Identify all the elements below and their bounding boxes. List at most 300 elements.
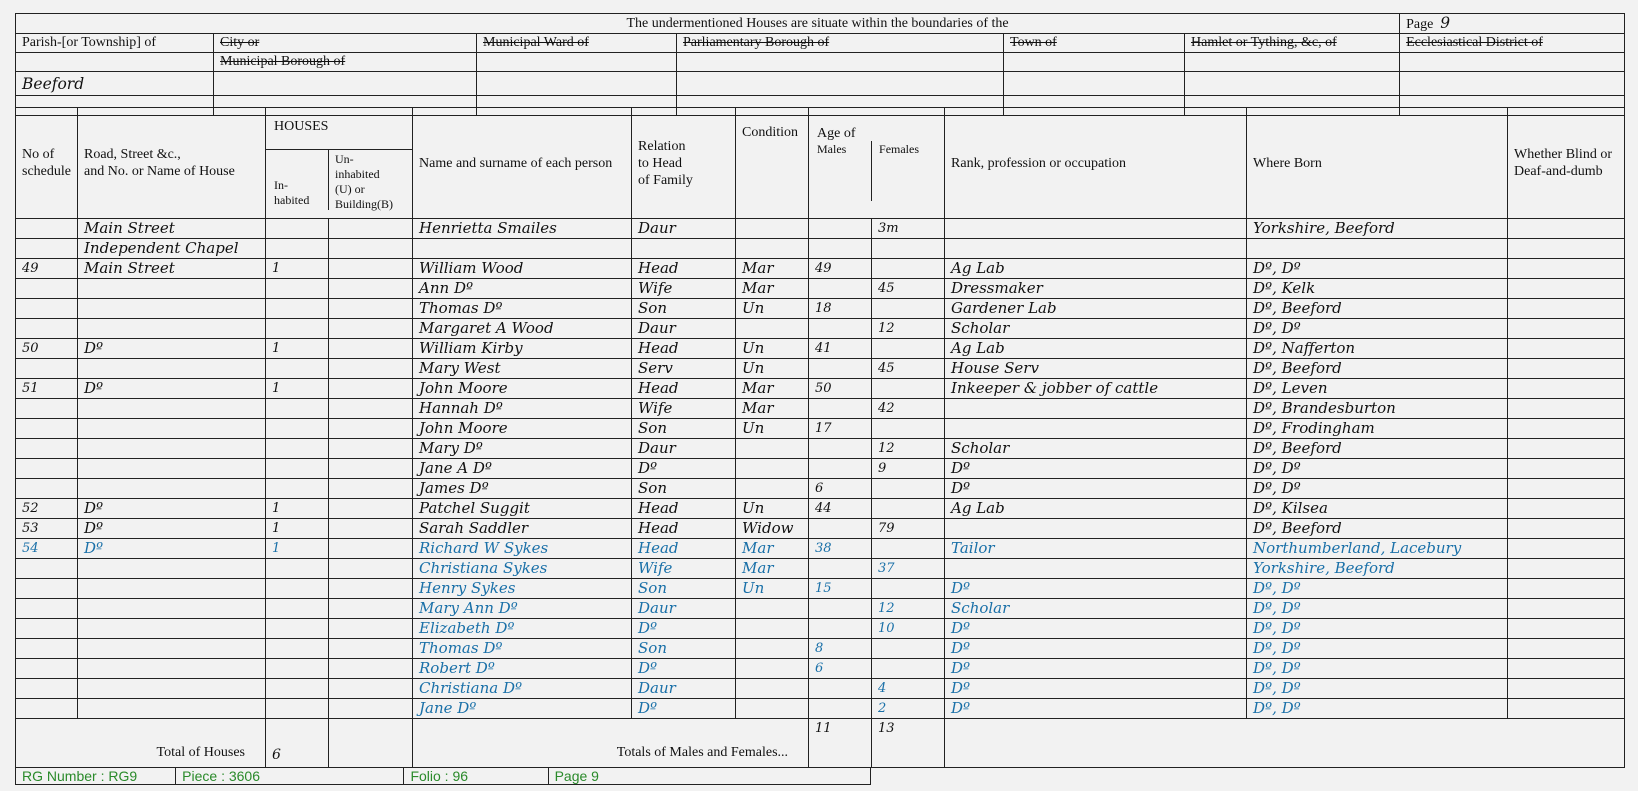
uninhabited-cell bbox=[329, 279, 413, 299]
male-age: 41 bbox=[809, 339, 872, 359]
female-age bbox=[872, 339, 945, 359]
table-row bbox=[16, 459, 1625, 479]
blind-cell bbox=[1508, 599, 1625, 619]
occupation: Dressmaker bbox=[945, 279, 1247, 299]
table-row bbox=[16, 619, 1625, 639]
where-born: Dº, Kilsea bbox=[1247, 499, 1508, 519]
relation-header: Relation to Head of Family bbox=[632, 108, 736, 219]
schedule-number bbox=[16, 319, 78, 339]
male-age bbox=[809, 239, 872, 259]
uninhabited-cell bbox=[329, 699, 413, 719]
female-age bbox=[872, 479, 945, 499]
schedule-number bbox=[16, 579, 78, 599]
ward-label: Municipal Ward of bbox=[477, 34, 677, 53]
male-age bbox=[809, 359, 872, 379]
blind-cell bbox=[1508, 479, 1625, 499]
person-name: Jane Dº bbox=[413, 699, 632, 719]
blind-cell bbox=[1508, 319, 1625, 339]
female-age bbox=[872, 499, 945, 519]
page-number: 9 bbox=[1440, 14, 1451, 32]
person-name: Patchel Suggit bbox=[413, 499, 632, 519]
inhabited-count bbox=[266, 459, 329, 479]
occupation-header: Rank, profession or occupation bbox=[945, 108, 1247, 219]
person-name: James Dº bbox=[413, 479, 632, 499]
male-age bbox=[809, 439, 872, 459]
road-name bbox=[78, 279, 266, 299]
inhabited-count: 1 bbox=[266, 519, 329, 539]
occupation bbox=[945, 219, 1247, 239]
relation: Dº bbox=[632, 659, 736, 679]
uninhabited-cell bbox=[329, 599, 413, 619]
male-age: 6 bbox=[809, 479, 872, 499]
road-name: Independent Chapel bbox=[78, 239, 266, 259]
males-header: Males bbox=[809, 141, 872, 201]
relation: Head bbox=[632, 259, 736, 279]
blind-cell bbox=[1508, 459, 1625, 479]
road-name: Dº bbox=[78, 379, 266, 399]
total-males: 11 bbox=[809, 719, 872, 768]
male-age: 18 bbox=[809, 299, 872, 319]
road-name bbox=[78, 299, 266, 319]
female-age bbox=[872, 379, 945, 399]
male-age bbox=[809, 459, 872, 479]
relation: Head bbox=[632, 519, 736, 539]
blind-cell bbox=[1508, 259, 1625, 279]
condition: Mar bbox=[736, 399, 809, 419]
relation: Son bbox=[632, 419, 736, 439]
person-name: Thomas Dº bbox=[413, 299, 632, 319]
blind-cell bbox=[1508, 519, 1625, 539]
road-header: Road, Street &c., and No. or Name of House bbox=[78, 108, 266, 219]
name-header: Name and surname of each person bbox=[413, 108, 632, 219]
occupation: Tailor bbox=[945, 539, 1247, 559]
road-name bbox=[78, 559, 266, 579]
schedule-number bbox=[16, 439, 78, 459]
where-born: Yorkshire, Beeford bbox=[1247, 219, 1508, 239]
road-name bbox=[78, 599, 266, 619]
inhabited-count: 1 bbox=[266, 539, 329, 559]
relation: Daur bbox=[632, 679, 736, 699]
condition bbox=[736, 699, 809, 719]
condition: Un bbox=[736, 299, 809, 319]
where-born: Dº, Kelk bbox=[1247, 279, 1508, 299]
inhabited-count bbox=[266, 439, 329, 459]
occupation: Dº bbox=[945, 619, 1247, 639]
occupation: Dº bbox=[945, 479, 1247, 499]
uninhabited-header: Un- inhabited (U) or Building(B) bbox=[335, 152, 394, 211]
occupation: Ag Lab bbox=[945, 339, 1247, 359]
person-name: William Wood bbox=[413, 259, 632, 279]
blind-cell bbox=[1508, 679, 1625, 699]
female-age: 2 bbox=[872, 699, 945, 719]
schedule-header: No of schedule bbox=[16, 108, 78, 219]
table-row bbox=[16, 339, 1625, 359]
where-born: Dº, Dº bbox=[1247, 459, 1508, 479]
condition bbox=[736, 619, 809, 639]
blind-cell bbox=[1508, 239, 1625, 259]
road-name bbox=[78, 639, 266, 659]
where-born: Dº, Beeford bbox=[1247, 359, 1508, 379]
uninhabited-cell bbox=[329, 499, 413, 519]
blind-cell bbox=[1508, 659, 1625, 679]
relation: Dº bbox=[632, 699, 736, 719]
person-name: John Moore bbox=[413, 419, 632, 439]
folio-number: Folio : 96 bbox=[404, 768, 548, 785]
rg-number: RG Number : RG9 bbox=[16, 768, 176, 785]
person-name: Henry Sykes bbox=[413, 579, 632, 599]
schedule-number: 49 bbox=[16, 259, 78, 279]
blind-cell bbox=[1508, 219, 1625, 239]
road-name bbox=[78, 579, 266, 599]
uninhabited-cell bbox=[329, 459, 413, 479]
person-name: Mary Ann Dº bbox=[413, 599, 632, 619]
female-age: 12 bbox=[872, 599, 945, 619]
schedule-number: 52 bbox=[16, 499, 78, 519]
condition: Un bbox=[736, 419, 809, 439]
relation: Son bbox=[632, 299, 736, 319]
table-row bbox=[16, 319, 1625, 339]
age-header bbox=[809, 108, 945, 219]
blind-cell bbox=[1508, 339, 1625, 359]
column-header-row bbox=[16, 108, 1625, 219]
boundaries-header-table bbox=[15, 13, 1625, 116]
table-row bbox=[16, 679, 1625, 699]
female-age bbox=[872, 239, 945, 259]
occupation: Dº bbox=[945, 459, 1247, 479]
totals-males-females-label: Totals of Males and Females... bbox=[413, 719, 809, 768]
page-label-cell bbox=[1400, 14, 1625, 34]
person-name: Sarah Saddler bbox=[413, 519, 632, 539]
relation: Head bbox=[632, 499, 736, 519]
condition: Un bbox=[736, 499, 809, 519]
uninhabited-cell bbox=[329, 239, 413, 259]
condition: Un bbox=[736, 579, 809, 599]
blind-cell bbox=[1508, 299, 1625, 319]
where-born-header: Where Born bbox=[1247, 108, 1508, 219]
road-name bbox=[78, 619, 266, 639]
inhabited-count: 1 bbox=[266, 339, 329, 359]
occupation: Dº bbox=[945, 659, 1247, 679]
road-name: Dº bbox=[78, 539, 266, 559]
person-name: Richard W Sykes bbox=[413, 539, 632, 559]
inhabited-count bbox=[266, 299, 329, 319]
uninhabited-cell bbox=[329, 379, 413, 399]
table-row bbox=[16, 519, 1625, 539]
occupation bbox=[945, 519, 1247, 539]
occupation bbox=[945, 399, 1247, 419]
schedule-number bbox=[16, 239, 78, 259]
table-row bbox=[16, 419, 1625, 439]
table-row bbox=[16, 659, 1625, 679]
road-name bbox=[78, 479, 266, 499]
person-name: William Kirby bbox=[413, 339, 632, 359]
inhabited-count bbox=[266, 359, 329, 379]
table-row bbox=[16, 379, 1625, 399]
inhabited-count: 1 bbox=[266, 379, 329, 399]
female-age: 42 bbox=[872, 399, 945, 419]
where-born: Dº, Beeford bbox=[1247, 439, 1508, 459]
female-age: 37 bbox=[872, 559, 945, 579]
where-born: Dº, Dº bbox=[1247, 639, 1508, 659]
schedule-number: 50 bbox=[16, 339, 78, 359]
uninhabited-cell bbox=[329, 639, 413, 659]
where-born: Dº, Dº bbox=[1247, 259, 1508, 279]
inhabited-count bbox=[266, 479, 329, 499]
condition: Widow bbox=[736, 519, 809, 539]
relation: Wife bbox=[632, 399, 736, 419]
town-label: Town of bbox=[1004, 34, 1185, 53]
road-name bbox=[78, 439, 266, 459]
footer-page: Page 9 bbox=[548, 768, 870, 785]
table-row bbox=[16, 599, 1625, 619]
schedule-number: 54 bbox=[16, 539, 78, 559]
blind-header: Whether Blind or Deaf-and-dumb bbox=[1508, 108, 1625, 219]
census-rows bbox=[16, 219, 1625, 719]
table-row bbox=[16, 579, 1625, 599]
blind-cell bbox=[1508, 619, 1625, 639]
male-age bbox=[809, 519, 872, 539]
person-name: Mary West bbox=[413, 359, 632, 379]
total-females: 13 bbox=[872, 719, 945, 768]
road-name bbox=[78, 459, 266, 479]
inhabited-count bbox=[266, 239, 329, 259]
where-born: Yorkshire, Beeford bbox=[1247, 559, 1508, 579]
female-age: 12 bbox=[872, 319, 945, 339]
road-name bbox=[78, 699, 266, 719]
blind-cell bbox=[1508, 639, 1625, 659]
where-born: Dº, Dº bbox=[1247, 619, 1508, 639]
condition bbox=[736, 239, 809, 259]
male-age: 8 bbox=[809, 639, 872, 659]
female-age: 45 bbox=[872, 359, 945, 379]
table-row bbox=[16, 219, 1625, 239]
where-born: Dº, Leven bbox=[1247, 379, 1508, 399]
uninhabited-cell bbox=[329, 679, 413, 699]
blind-cell bbox=[1508, 499, 1625, 519]
male-age bbox=[809, 279, 872, 299]
inhabited-count bbox=[266, 419, 329, 439]
table-row bbox=[16, 239, 1625, 259]
condition bbox=[736, 459, 809, 479]
inhabited-count bbox=[266, 699, 329, 719]
females-header: Females bbox=[879, 142, 920, 156]
male-age: 15 bbox=[809, 579, 872, 599]
occupation: House Serv bbox=[945, 359, 1247, 379]
female-age: 79 bbox=[872, 519, 945, 539]
condition bbox=[736, 599, 809, 619]
where-born: Dº, Frodingham bbox=[1247, 419, 1508, 439]
condition: Un bbox=[736, 339, 809, 359]
relation: Son bbox=[632, 639, 736, 659]
female-age bbox=[872, 579, 945, 599]
uninhabited-cell bbox=[329, 619, 413, 639]
where-born: Northumberland, Lacebury bbox=[1247, 539, 1508, 559]
schedule-number bbox=[16, 699, 78, 719]
inhabited-count bbox=[266, 679, 329, 699]
occupation: Dº bbox=[945, 639, 1247, 659]
schedule-number bbox=[16, 359, 78, 379]
relation: Serv bbox=[632, 359, 736, 379]
relation: Daur bbox=[632, 439, 736, 459]
person-name: Robert Dº bbox=[413, 659, 632, 679]
where-born: Dº, Dº bbox=[1247, 699, 1508, 719]
male-age bbox=[809, 599, 872, 619]
relation: Daur bbox=[632, 319, 736, 339]
blind-cell bbox=[1508, 579, 1625, 599]
person-name: Hannah Dº bbox=[413, 399, 632, 419]
person-name: Thomas Dº bbox=[413, 639, 632, 659]
total-houses-value: 6 bbox=[266, 719, 329, 768]
relation: Son bbox=[632, 479, 736, 499]
schedule-number bbox=[16, 639, 78, 659]
hamlet-label: Hamlet or Tything, &c, of bbox=[1185, 34, 1400, 53]
uninhabited-cell bbox=[329, 259, 413, 279]
road-name: Dº bbox=[78, 339, 266, 359]
schedule-number bbox=[16, 479, 78, 499]
boundaries-text: The undermentioned Houses are situate within the boundaries of the bbox=[16, 14, 1400, 34]
uninhabited-cell bbox=[329, 539, 413, 559]
table-row bbox=[16, 699, 1625, 719]
road-name: Main Street bbox=[78, 219, 266, 239]
uninhabited-cell bbox=[329, 579, 413, 599]
relation: Daur bbox=[632, 599, 736, 619]
where-born: Dº, Dº bbox=[1247, 319, 1508, 339]
page-label: Page bbox=[1406, 17, 1434, 32]
parish-value: Beeford bbox=[16, 72, 214, 96]
person-name bbox=[413, 239, 632, 259]
houses-header bbox=[266, 108, 413, 219]
blind-cell bbox=[1508, 379, 1625, 399]
uninhabited-cell bbox=[329, 519, 413, 539]
where-born: Dº, Dº bbox=[1247, 679, 1508, 699]
schedule-number bbox=[16, 679, 78, 699]
census-table bbox=[15, 107, 1625, 768]
male-age: 50 bbox=[809, 379, 872, 399]
blind-cell bbox=[1508, 539, 1625, 559]
blind-cell bbox=[1508, 419, 1625, 439]
schedule-number bbox=[16, 659, 78, 679]
person-name: Margaret A Wood bbox=[413, 319, 632, 339]
relation: Wife bbox=[632, 279, 736, 299]
blind-cell bbox=[1508, 439, 1625, 459]
schedule-number bbox=[16, 619, 78, 639]
condition bbox=[736, 479, 809, 499]
uninhabited-cell bbox=[329, 659, 413, 679]
age-of-label: Age of bbox=[817, 126, 856, 141]
condition: Mar bbox=[736, 279, 809, 299]
male-age: 38 bbox=[809, 539, 872, 559]
inhabited-count bbox=[266, 619, 329, 639]
where-born: Dº, Brandesburton bbox=[1247, 399, 1508, 419]
uninhabited-cell bbox=[329, 359, 413, 379]
uninhabited-cell bbox=[329, 399, 413, 419]
condition: Mar bbox=[736, 259, 809, 279]
schedule-number bbox=[16, 559, 78, 579]
female-age: 10 bbox=[872, 619, 945, 639]
parliamentary-borough-label: Parliamentary Borough of bbox=[677, 34, 1004, 53]
male-age bbox=[809, 619, 872, 639]
relation: Head bbox=[632, 539, 736, 559]
inhabited-count bbox=[266, 579, 329, 599]
person-name: Jane A Dº bbox=[413, 459, 632, 479]
table-row bbox=[16, 299, 1625, 319]
condition bbox=[736, 659, 809, 679]
occupation: Scholar bbox=[945, 319, 1247, 339]
road-name: Dº bbox=[78, 499, 266, 519]
where-born: Dº, Dº bbox=[1247, 659, 1508, 679]
uninhabited-cell bbox=[329, 559, 413, 579]
where-born: Dº, Dº bbox=[1247, 599, 1508, 619]
female-age: 3m bbox=[872, 219, 945, 239]
occupation: Scholar bbox=[945, 439, 1247, 459]
condition bbox=[736, 319, 809, 339]
person-name: John Moore bbox=[413, 379, 632, 399]
person-name: Christiana Sykes bbox=[413, 559, 632, 579]
occupation: Ag Lab bbox=[945, 259, 1247, 279]
inhabited-count bbox=[266, 399, 329, 419]
relation: Son bbox=[632, 579, 736, 599]
table-row bbox=[16, 359, 1625, 379]
schedule-number bbox=[16, 459, 78, 479]
table-row bbox=[16, 439, 1625, 459]
inhabited-count bbox=[266, 219, 329, 239]
male-age bbox=[809, 699, 872, 719]
inhabited-count: 1 bbox=[266, 259, 329, 279]
female-age: 12 bbox=[872, 439, 945, 459]
relation: Dº bbox=[632, 619, 736, 639]
table-row bbox=[16, 639, 1625, 659]
relation: Head bbox=[632, 379, 736, 399]
road-name bbox=[78, 359, 266, 379]
blind-cell bbox=[1508, 279, 1625, 299]
table-row bbox=[16, 559, 1625, 579]
female-age bbox=[872, 299, 945, 319]
where-born: Dº, Dº bbox=[1247, 479, 1508, 499]
city-label: City or bbox=[214, 34, 477, 53]
condition-header: Condition bbox=[736, 108, 809, 219]
male-age: 49 bbox=[809, 259, 872, 279]
male-age: 17 bbox=[809, 419, 872, 439]
female-age: 9 bbox=[872, 459, 945, 479]
person-name: Elizabeth Dº bbox=[413, 619, 632, 639]
condition bbox=[736, 679, 809, 699]
ecclesiastical-district-label: Ecclesiastical District of bbox=[1400, 34, 1625, 53]
reference-footer bbox=[15, 767, 871, 785]
male-age: 44 bbox=[809, 499, 872, 519]
inhabited-header: In- habited bbox=[266, 150, 329, 210]
person-name: Mary Dº bbox=[413, 439, 632, 459]
schedule-number bbox=[16, 599, 78, 619]
uninhabited-cell bbox=[329, 339, 413, 359]
schedule-number: 53 bbox=[16, 519, 78, 539]
uninhabited-cell bbox=[329, 319, 413, 339]
table-row bbox=[16, 279, 1625, 299]
condition bbox=[736, 639, 809, 659]
condition bbox=[736, 219, 809, 239]
road-name bbox=[78, 399, 266, 419]
female-age bbox=[872, 659, 945, 679]
occupation bbox=[945, 419, 1247, 439]
piece-number: Piece : 3606 bbox=[176, 768, 404, 785]
blind-cell bbox=[1508, 559, 1625, 579]
male-age bbox=[809, 219, 872, 239]
female-age bbox=[872, 419, 945, 439]
blind-cell bbox=[1508, 699, 1625, 719]
inhabited-count bbox=[266, 639, 329, 659]
occupation: Inkeeper & jobber of cattle bbox=[945, 379, 1247, 399]
relation: Wife bbox=[632, 559, 736, 579]
schedule-number bbox=[16, 219, 78, 239]
